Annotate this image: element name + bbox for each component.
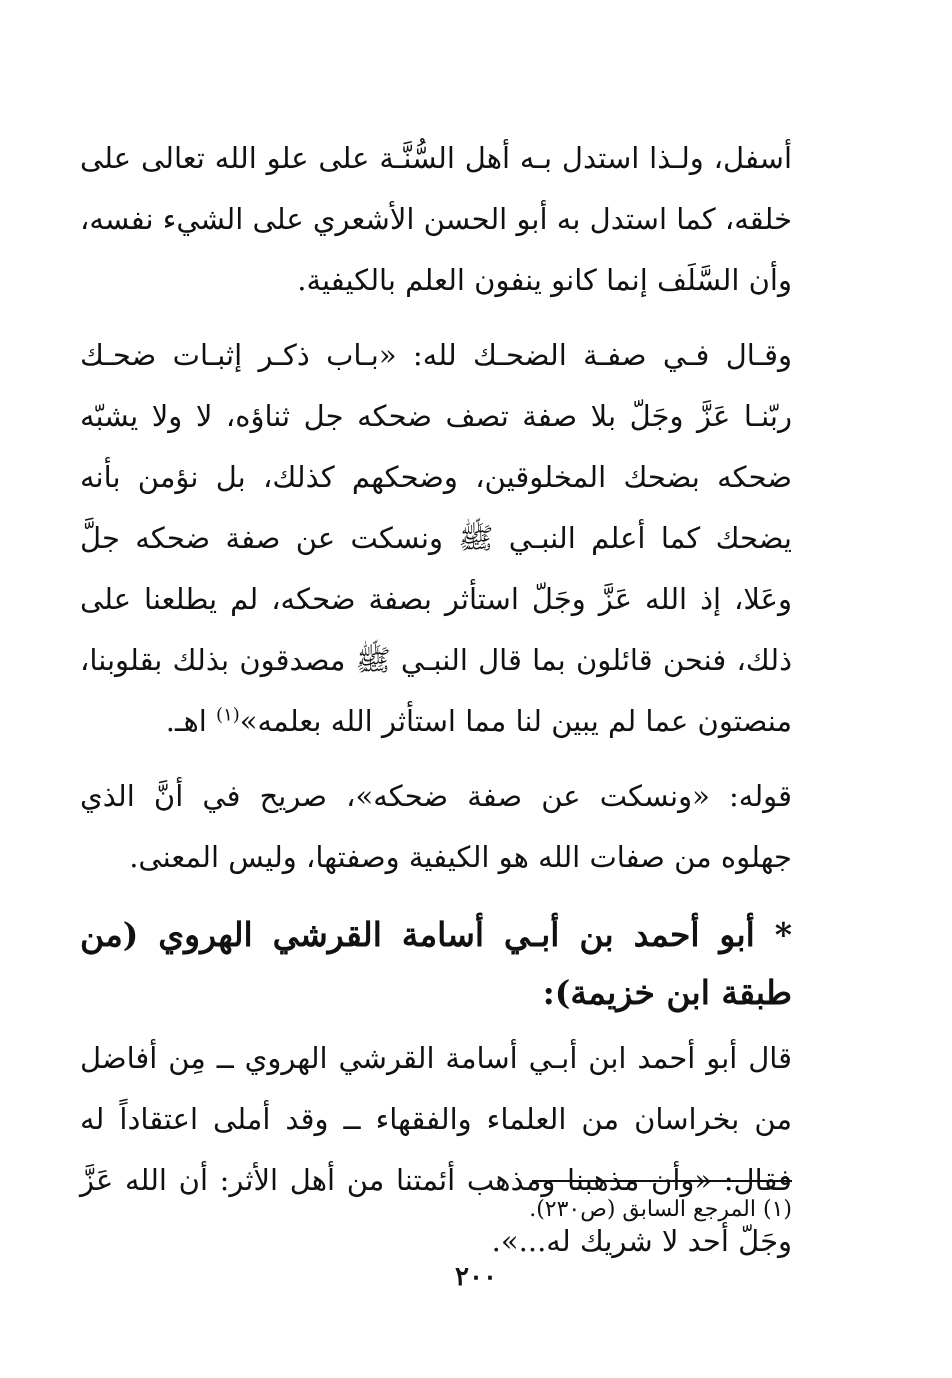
footnote: (١) المرجع السابق (ص٢٣٠). — [529, 1197, 792, 1222]
paragraph-4: قال أبو أحمد ابن أبـي أسامة القرشي الهروي ــ مِن أفاضل من بخراسان من العلماء والفقهاء ــ وقد أملى اعتقاداً له فقال: «وأن مذهبنا ومذهب أئمتنا من أهل الأثر: أن الله عَزَّ وجَلّ أحد لا شريك له...». — [80, 1041, 792, 1258]
paragraph-1: أسفل، ولـذا استدل بـه أهل السُّنَّـة على علو الله تعالى على خلقه، كما استدل به أبو الحسن الأشعري على الشيء نفسه، وأن السَّلَف إنما كانو ينفون العلم بالكيفية. — [80, 141, 792, 297]
paragraph-2 — [80, 325, 792, 752]
footnote-divider — [532, 1180, 792, 1182]
page-body — [80, 128, 792, 1272]
paragraph-3: قوله: «ونسكت عن صفة ضحكه»، صريح في أنَّ الذي جهلوه من صفات الله هو الكيفية وصفتها، وليس المعنى. — [80, 779, 792, 874]
footnote-reference: (١) — [216, 704, 240, 726]
section-heading — [80, 906, 792, 1022]
page-number: ٢٠٠ — [455, 1262, 497, 1292]
paragraph-2-end: اهـ. — [165, 704, 217, 738]
paragraph-2-text: وقـال فـي صفـة الضحـك لله: «بـاب ذكـر إثبـات ضحـك ربّنـا عَزَّ وجَلّ بلا صفة تصف ضحكه جل ثناؤه، لا ولا يشبّه ضحكه بضحك المخلوقين، وضحكهم كذلك، بل نؤمن بأنه يضحك كما أعلم النبـي ﷺ ونسكت عن صفة ضحكه جلَّ وعَلا، إذ الله عَزَّ وجَلّ استأثر بصفة ضحكه، لم يطلعنا على ذلك، فنحن قائلون بما قال النبـي ﷺ مصدقون بذلك بقلوبنا، منصتون عما لم يبين لنا مما استأثر الله بعلمه» — [80, 338, 792, 738]
heading-text: أبو أحمد بن أبـي أسامة القرشي الهروي (من طبقة ابن خزيمة): — [80, 915, 792, 1012]
heading-star-marker: * — [774, 915, 792, 954]
